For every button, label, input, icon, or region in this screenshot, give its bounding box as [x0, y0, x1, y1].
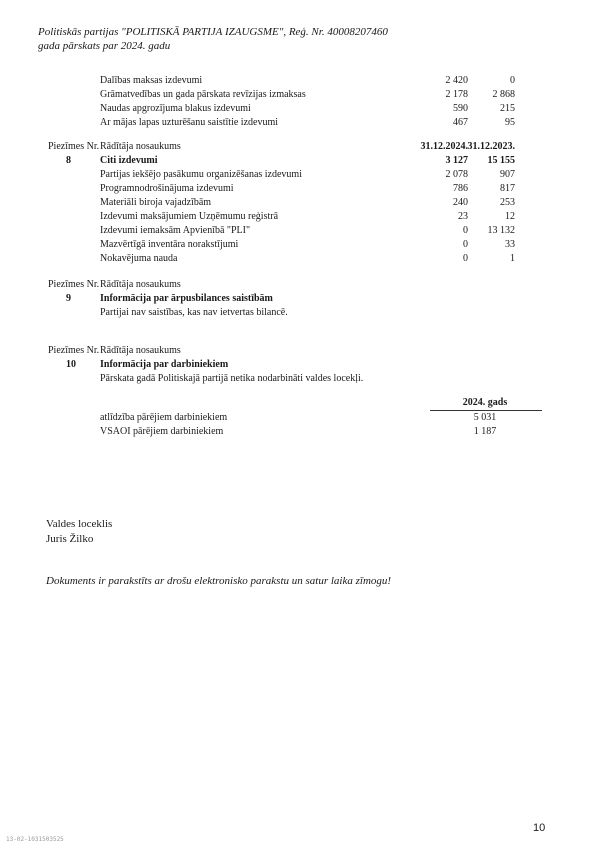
table-row	[0, 116, 605, 130]
value-2024: 2 178	[445, 89, 468, 100]
total-2024: 3 127	[445, 155, 468, 166]
row-label: Naudas apgrozījuma blakus izdevumi	[100, 103, 251, 114]
value-2023: 253	[500, 197, 515, 208]
note9-text	[0, 306, 605, 320]
note-number: 9	[66, 293, 71, 304]
row-label: atlīdzība pārējiem darbiniekiem	[100, 412, 228, 423]
row-label: Programnodrošinājuma izdevumi	[100, 183, 234, 194]
col-note-number: Piezīmes Nr.	[48, 141, 100, 152]
row-label: VSAOI pārējiem darbiniekiem	[100, 426, 224, 437]
row-label: Ar mājas lapas uzturēšanu saistītie izdevumi	[100, 117, 279, 128]
note-text: Partijai nav saistības, kas nav ietvertas bilancē.	[100, 307, 288, 318]
col-indicator-name: Rādītāja nosaukums	[100, 279, 181, 290]
note10-column-header	[0, 344, 605, 358]
note9-column-header	[0, 278, 605, 292]
value-2024: 0	[463, 225, 468, 236]
signatory-role: Valdes loceklis	[46, 518, 113, 530]
value-2024: 467	[453, 117, 468, 128]
employees-year-header	[0, 396, 605, 410]
col-note-number: Piezīmes Nr.	[48, 279, 100, 290]
value-2023: 817	[500, 183, 515, 194]
note10-text	[0, 372, 605, 386]
row-label: Partijas iekšējo pasākumu organizēšanas izdevumi	[100, 169, 302, 180]
note-title: Informācija par darbiniekiem	[100, 359, 229, 370]
col-2023: 31.12.2023.	[467, 141, 515, 152]
signatory-name: Juris Žilko	[46, 533, 94, 545]
table-row	[0, 210, 605, 224]
value-2023: 33	[505, 239, 515, 250]
table-row	[0, 224, 605, 238]
value-2024: 0	[463, 253, 468, 264]
value-2024: 2 078	[445, 169, 468, 180]
value-2024: 23	[458, 211, 468, 222]
note-number: 10	[66, 359, 76, 370]
page-number: 10	[533, 822, 546, 834]
note8-column-header	[0, 140, 605, 154]
table-row	[0, 238, 605, 252]
table-row	[0, 168, 605, 182]
value-2023: 12	[505, 211, 515, 222]
report-header-line1: Politiskās partijas "POLITISKĀ PARTIJA IZAUGSME", Reģ. Nr. 40008207460	[38, 26, 388, 38]
row-label: Dalības maksas izdevumi	[100, 75, 203, 86]
table-row	[0, 252, 605, 266]
table-row	[0, 74, 605, 88]
note-title: Citi izdevumi	[100, 155, 158, 166]
note-text: Pārskata gadā Politiskajā partijā netika nodarbināti valdes locekļi.	[100, 373, 364, 384]
value-2024: 786	[453, 183, 468, 194]
e-signature-declaration: Dokuments ir parakstīts ar drošu elektronisko parakstu un satur laika zīmogu!	[46, 575, 392, 587]
total-2023: 15 155	[487, 155, 515, 166]
value-2024: 240	[453, 197, 468, 208]
note9-title-row	[0, 292, 605, 306]
row-value: 1 187	[473, 426, 497, 437]
col-note-number: Piezīmes Nr.	[48, 345, 100, 356]
table-row	[0, 182, 605, 196]
table-row	[0, 196, 605, 210]
value-2023: 0	[510, 75, 515, 86]
row-label: Izdevumi iemaksām Apvienībā "PLI"	[100, 225, 251, 236]
row-value: 5 031	[473, 412, 497, 423]
value-2023: 907	[500, 169, 515, 180]
row-label: Nokavējuma nauda	[100, 253, 178, 264]
value-2024: 590	[453, 103, 468, 114]
value-2024: 0	[463, 239, 468, 250]
table-row	[0, 102, 605, 116]
col-2024: 31.12.2024.	[420, 141, 468, 152]
table-row	[0, 411, 605, 425]
table-row	[0, 88, 605, 102]
row-label: Izdevumi maksājumiem Uzņēmumu reģistrā	[100, 211, 279, 222]
col-indicator-name: Rādītāja nosaukums	[100, 345, 181, 356]
row-label: Materiāli biroja vajadzībām	[100, 197, 212, 208]
note10-title-row	[0, 358, 605, 372]
value-2023: 2 868	[492, 89, 515, 100]
note-number: 8	[66, 155, 71, 166]
row-label: Grāmatvedības un gada pārskata revīzijas izmaksas	[100, 89, 306, 100]
value-2023: 13 132	[487, 225, 515, 236]
note8-title-row	[0, 154, 605, 168]
col-indicator-name: Rādītāja nosaukums	[100, 141, 181, 152]
value-2023: 215	[500, 103, 515, 114]
stamp-code: 13-02-1031503525	[6, 836, 64, 843]
value-2023: 95	[505, 117, 515, 128]
col-year: 2024. gads	[462, 397, 508, 408]
value-2023: 1	[510, 253, 515, 264]
row-label: Mazvērtīgā inventāra norakstījumi	[100, 239, 239, 250]
table-row	[0, 425, 605, 439]
report-header-line2: gada pārskats par 2024. gadu	[38, 40, 171, 52]
value-2024: 2 420	[445, 75, 468, 86]
note-title: Informācija par ārpusbilances saistībām	[100, 293, 273, 304]
